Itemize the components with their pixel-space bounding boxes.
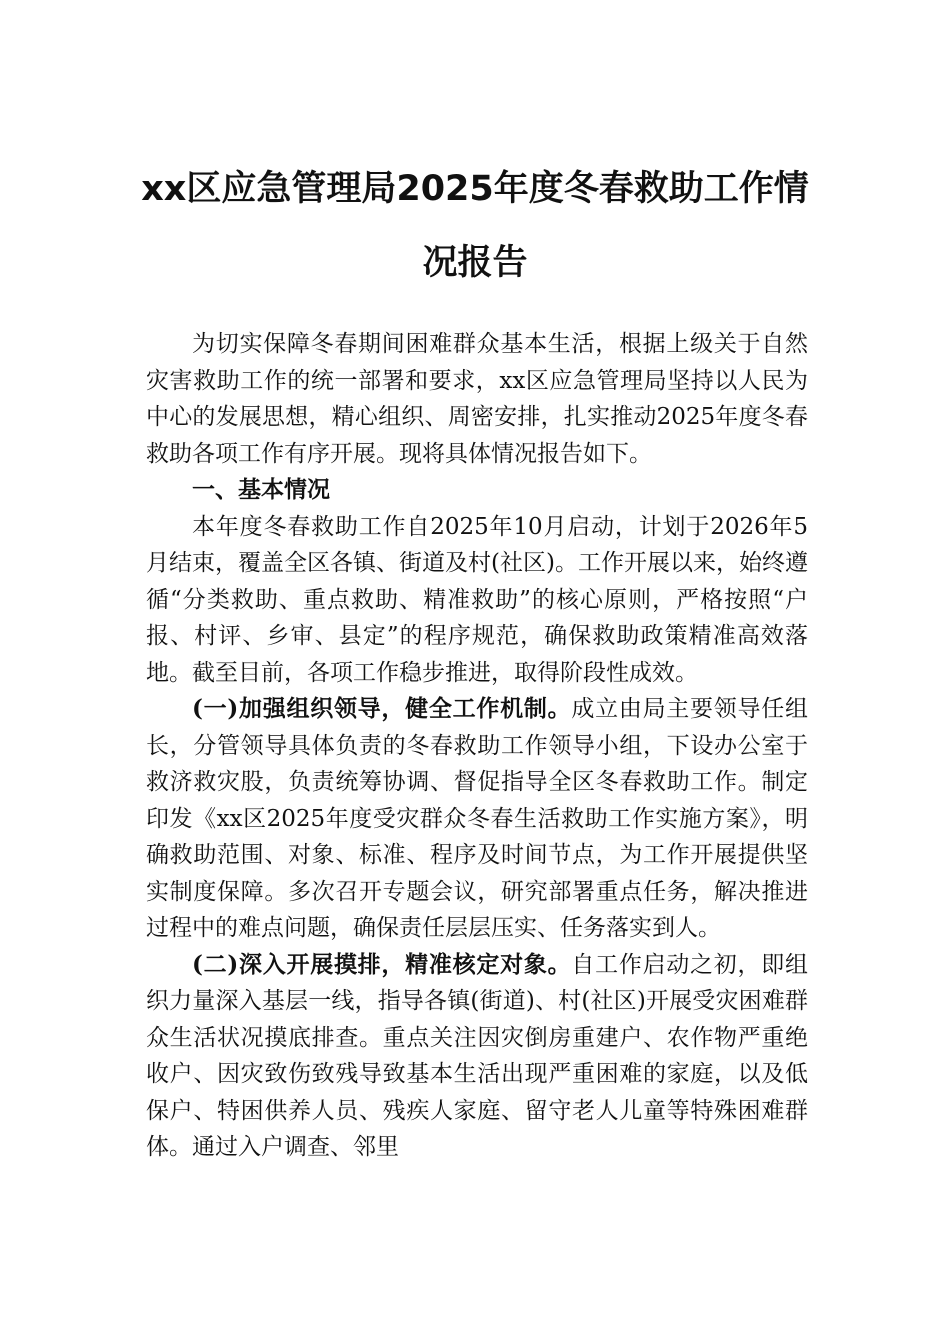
document-title: xx区应急管理局2025年度冬春救助工作情况报告 [141, 169, 809, 283]
item1-lead: (一)加强组织领导，健全工作机制。 [192, 695, 572, 722]
item2-text: 自工作启动之初，即组织力量深入基层一线，指导各镇(街道)、村(社区)开展受灾困难群众生活状况摸底排查。重点关注因灾倒房重建户、农作物严重绝收户、因灾致伤致残导致基本生活出现严重困难的家庭，以及低保户、特困供养人员、残疾人家庭、留守老人儿童等特殊困难群体。通过入户调查、邻里 [146, 951, 809, 1160]
item2-lead: (二)深入开展摸排，精准核定对象。 [192, 950, 572, 978]
section1-paragraph: 本年度冬春救助工作自2025年10月启动，计划于2026年5月结束，覆盖全区各镇、街道及村(社区)。工作开展以来，始终遵循“分类救助、重点救助、精准救助”的核心原则，严格按照“户报、村评、乡审、县定”的程序规范，确保救助政策精准高效落地。截至目前，各项工作稳步推进，取得阶段性成效。 [146, 513, 808, 686]
item2-paragraph [146, 947, 808, 1166]
item1-paragraph [146, 691, 808, 947]
intro-paragraph: 为切实保障冬春期间困难群众基本生活，根据上级关于自然灾害救助工作的统一部署和要求，xx区应急管理局坚持以人民为中心的发展思想，精心组织、周密安排，扎实推动2025年度冬春救助各项工作有序开展。现将具体情况报告如下。 [146, 331, 808, 467]
section-heading-basic-situation: 一、基本情况 [192, 477, 330, 503]
item1-text: 成立由局主要领导任组长，分管领导具体负责的冬春救助工作领导小组，下设办公室于救济救灾股，负责统筹协调、督促指导全区冬春救助工作。制定印发《xx区2025年度受灾群众冬春生活救助工作实施方案》，明确救助范围、对象、标准、程序及时间节点，为工作开展提供坚实制度保障。多次召开专题会议，研究部署重点任务，解决推进过程中的难点问题，确保责任层层压实、任务落实到人。 [146, 696, 809, 941]
document-body [146, 326, 808, 1166]
